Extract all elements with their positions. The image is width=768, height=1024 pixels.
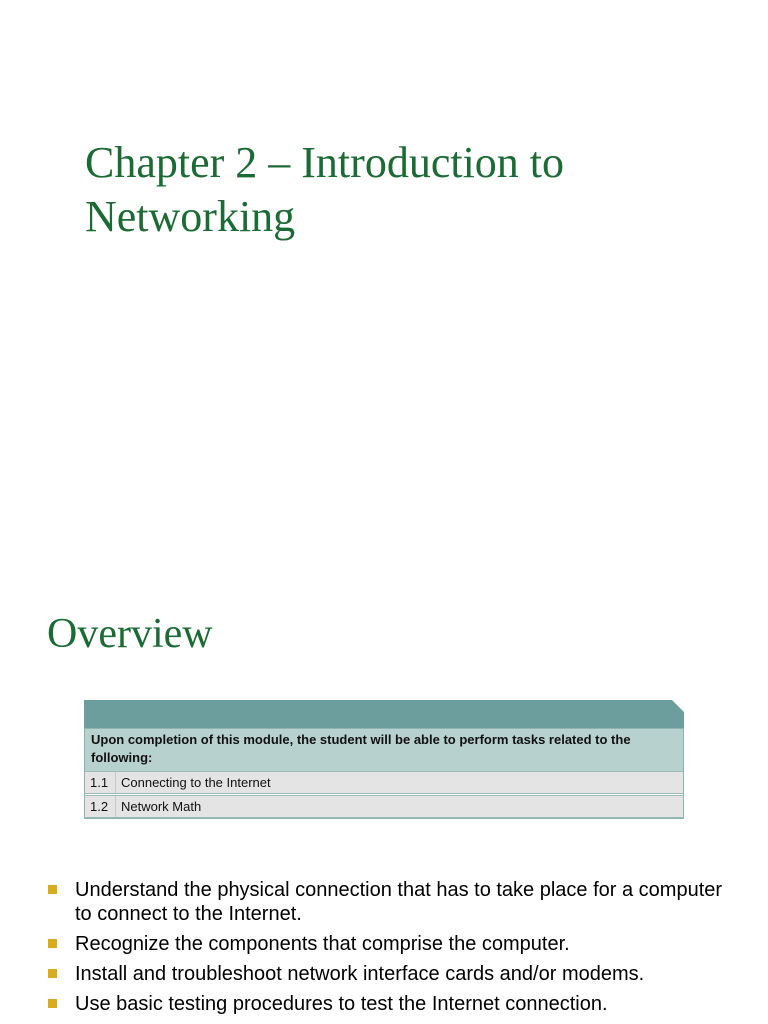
list-item xyxy=(47,992,737,1016)
list-item xyxy=(47,962,737,986)
module-row-number: 1.2 xyxy=(85,796,116,817)
square-bullet-icon xyxy=(48,999,57,1008)
list-item-text: Use basic testing procedures to test the Internet connection. xyxy=(75,993,608,1015)
module-row xyxy=(84,795,684,818)
module-row-number: 1.1 xyxy=(85,772,116,793)
list-item-text: Understand the physical connection that has to take place for a computer to connect to the Internet. xyxy=(75,879,723,925)
overview-heading: Overview xyxy=(47,611,213,657)
chapter-title: Chapter 2 – Introduction to Networking xyxy=(85,138,565,241)
square-bullet-icon xyxy=(48,969,57,978)
list-item xyxy=(47,932,737,956)
list-item-text: Recognize the components that comprise the computer. xyxy=(75,933,570,955)
module-box-intro: Upon completion of this module, the student will be able to perform tasks related to the following: xyxy=(84,728,684,772)
module-row-text: Connecting to the Internet xyxy=(121,775,271,790)
module-objectives-box xyxy=(84,700,684,820)
square-bullet-icon xyxy=(48,939,57,948)
module-row xyxy=(84,771,684,794)
objectives-list xyxy=(47,878,737,1022)
list-item-text: Install and troubleshoot network interface cards and/or modems. xyxy=(75,963,645,985)
module-row-text: Network Math xyxy=(121,799,202,814)
module-box-header xyxy=(84,700,684,728)
square-bullet-icon xyxy=(48,885,57,894)
list-item xyxy=(47,878,737,926)
